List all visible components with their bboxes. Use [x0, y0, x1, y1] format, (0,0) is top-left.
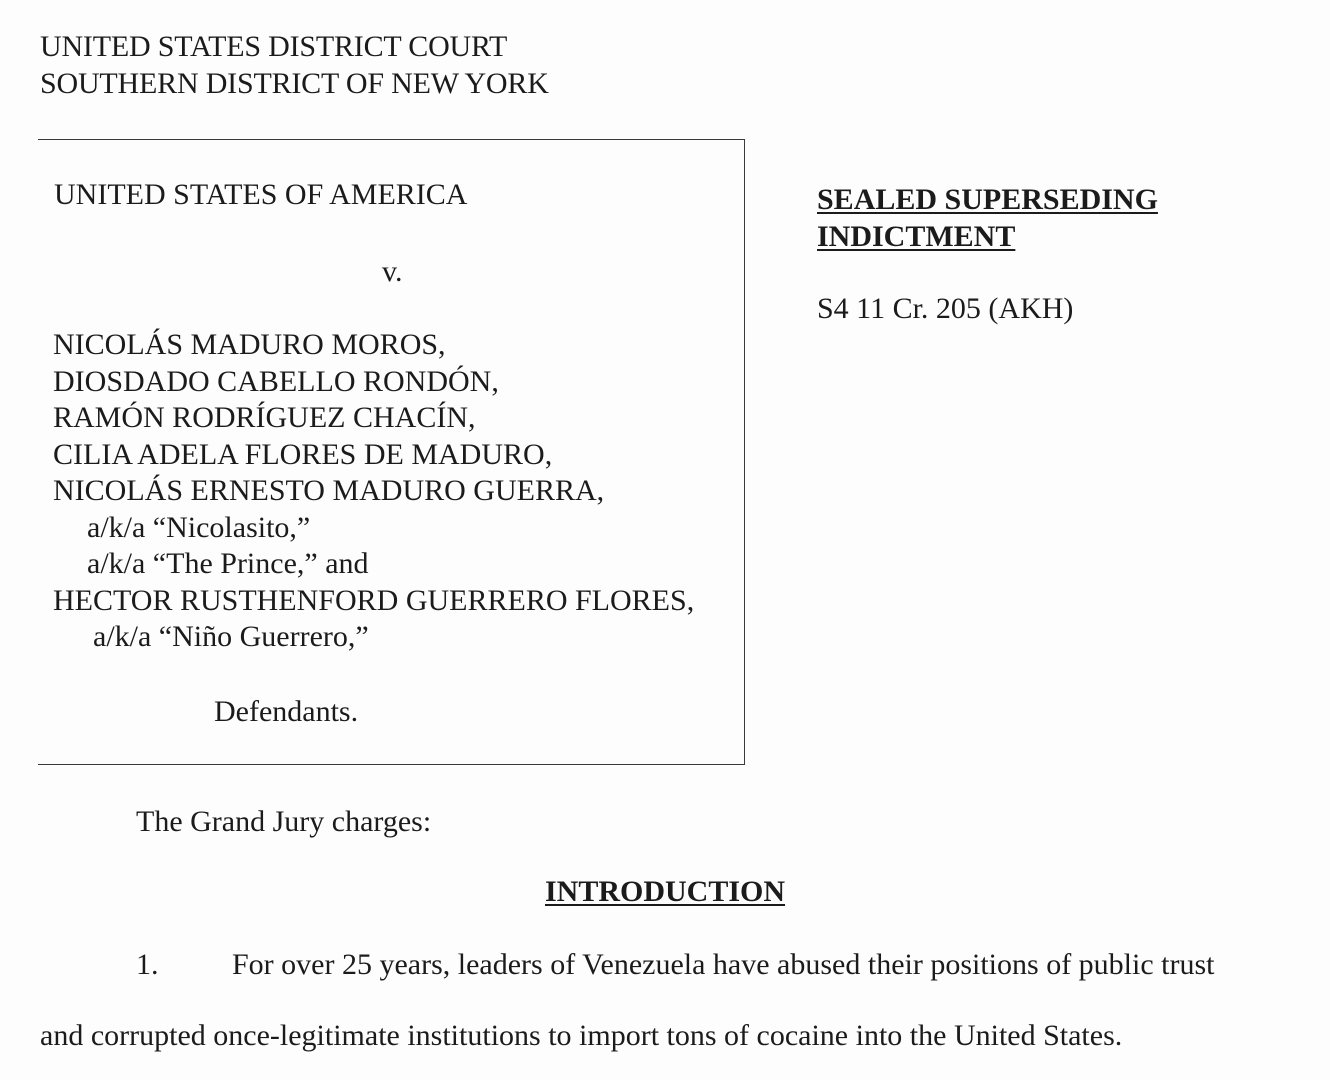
defendant-alias: a/k/a “Nicolasito,”: [87, 510, 311, 544]
paragraph-text-line1: For over 25 years, leaders of Venezuela have abused their positions of public trust: [232, 948, 1215, 981]
defendant-name: HECTOR RUSTHENFORD GUERRERO FLORES,: [53, 583, 695, 617]
paragraph-number: 1.: [136, 948, 159, 981]
grand-jury-statement: The Grand Jury charges:: [136, 805, 432, 838]
paragraph-text-line2: and corrupted once-legitimate institutions to import tons of cocaine into the United States.: [40, 1019, 1123, 1052]
defendants-label: Defendants.: [214, 695, 359, 728]
section-heading-text: INTRODUCTION: [544, 875, 786, 908]
defendant-name: RAMÓN RODRÍGUEZ CHACÍN,: [53, 401, 476, 434]
plaintiff-name: UNITED STATES OF AMERICA: [54, 178, 468, 211]
document-title-line1: SEALED SUPERSEDING: [817, 183, 1158, 216]
defendant-name: CILIA ADELA FLORES DE MADURO,: [53, 437, 553, 471]
defendants-list: [53, 327, 694, 656]
case-number: S4 11 Cr. 205 (AKH): [817, 292, 1074, 325]
defendant-alias: a/k/a “Niño Guerrero,”: [93, 620, 369, 653]
defendant-name: NICOLÁS MADURO MOROS,: [53, 328, 446, 361]
court-name: UNITED STATES DISTRICT COURT: [40, 30, 508, 63]
section-heading: [0, 875, 1330, 909]
document-title: [817, 181, 1158, 255]
court-header: [40, 28, 549, 102]
defendant-name: NICOLÁS ERNESTO MADURO GUERRA,: [53, 474, 605, 507]
defendant-alias: a/k/a “The Prince,” and: [87, 547, 369, 580]
document-title-line2: INDICTMENT: [817, 220, 1016, 253]
versus-label: v.: [382, 255, 403, 288]
defendant-name: DIOSDADO CABELLO RONDÓN,: [53, 364, 499, 398]
court-district: SOUTHERN DISTRICT OF NEW YORK: [40, 67, 549, 100]
